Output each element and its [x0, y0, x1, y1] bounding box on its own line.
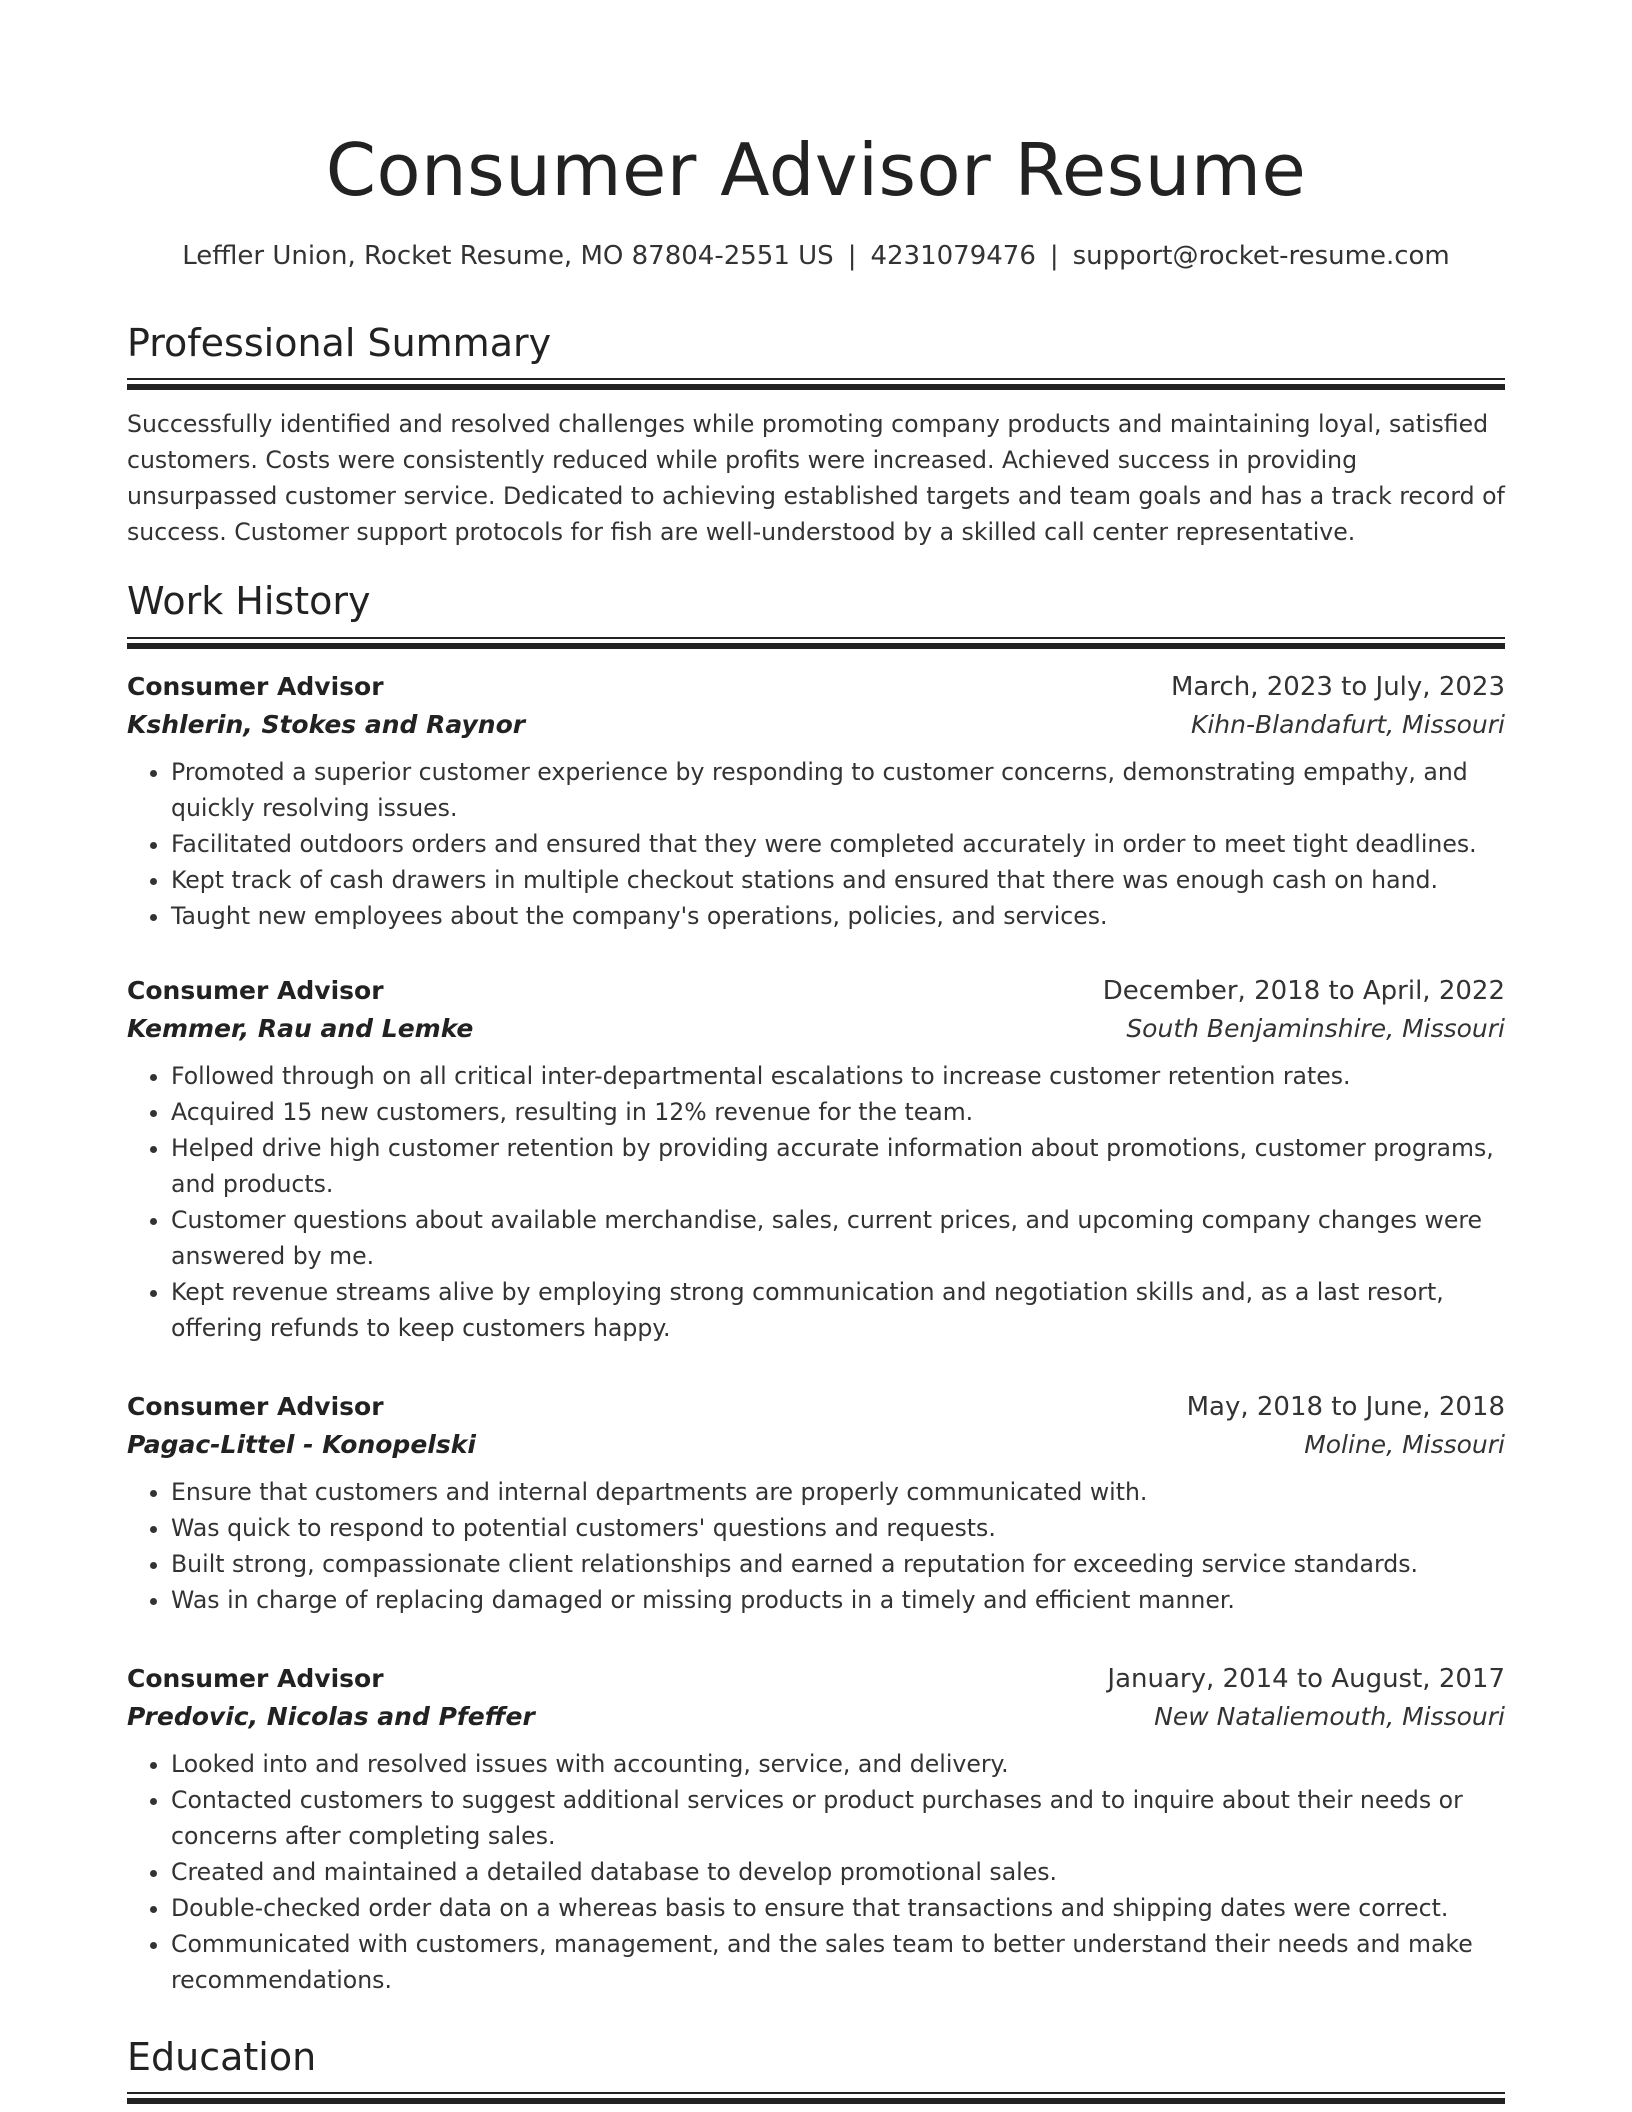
job-bullet: • Built strong, compassionate client relationships and earned a reputation for exceeding service standards. [171, 1546, 1505, 1582]
job-bullet: • Looked into and resolved issues with accounting, service, and delivery. [171, 1746, 1505, 1782]
job-dates: December, 2018 to April, 2022 [1102, 976, 1505, 1006]
job-bullet: • Facilitated outdoors orders and ensured that they were completed accurately in order to meet tight deadlines. [171, 826, 1505, 862]
job-bullet: • Kept track of cash drawers in multiple checkout stations and ensured that there was enough cash on hand. [171, 862, 1505, 898]
contact-separator: | [1049, 241, 1059, 271]
education-divider [127, 2092, 1505, 2102]
job-header-row [127, 1660, 1505, 1698]
job-location: New Nataliemouth, Missouri [1154, 1702, 1505, 1731]
job-dates: January, 2014 to August, 2017 [1107, 1664, 1505, 1694]
job-bullet: • Ensure that customers and internal departments are properly communicated with. [171, 1474, 1505, 1510]
job-title: Consumer Advisor [127, 1392, 384, 1421]
job-company: Kemmer, Rau and Lemke [127, 1014, 474, 1043]
contact-phone: 4231079476 [870, 241, 1036, 271]
job-company-row [127, 1010, 1505, 1048]
job-company: Predovic, Nicolas and Pfeffer [127, 1702, 535, 1731]
job-company: Pagac-Littel - Konopelski [127, 1430, 476, 1459]
job-bullet-list [127, 1058, 1505, 1346]
resume-title: Consumer Advisor Resume [325, 128, 1307, 212]
summary-text: Successfully identified and resolved challenges while promoting company products and maintaining loyal, satisfied customers. Costs were consistently reduced while profits were increased. Achieved success in providing unsurpassed customer service. Dedicated to achieving established targets and team goals and has a track record of success. Customer support protocols for fish are well-understood by a skilled call center representative. [127, 410, 1505, 546]
job-header-row [127, 1388, 1505, 1426]
job-header-row [127, 668, 1505, 706]
contact-email: support@rocket-resume.com [1072, 241, 1450, 271]
job-bullet: • Followed through on all critical inter-departmental escalations to increase customer retention rates. [171, 1058, 1505, 1094]
job-dates: March, 2023 to July, 2023 [1170, 672, 1505, 702]
job-entry [127, 972, 1505, 1346]
job-location: Moline, Missouri [1304, 1430, 1505, 1459]
job-bullet-list [127, 754, 1505, 934]
job-bullet: • Created and maintained a detailed database to develop promotional sales. [171, 1854, 1505, 1890]
job-company: Kshlerin, Stokes and Raynor [127, 710, 526, 739]
job-header-row [127, 972, 1505, 1010]
job-bullet: • Communicated with customers, management, and the sales team to better understand their needs and make recommendations. [171, 1926, 1505, 1998]
contact-line [127, 238, 1505, 274]
job-bullet: • Customer questions about available merchandise, sales, current prices, and upcoming company changes were answered by me. [171, 1202, 1505, 1274]
job-company-row [127, 706, 1505, 744]
job-bullet-list [127, 1474, 1505, 1618]
contact-separator: | [847, 241, 857, 271]
job-bullet: • Contacted customers to suggest additional services or product purchases and to inquire about their needs or concerns after completing sales. [171, 1782, 1505, 1854]
job-entry [127, 668, 1505, 934]
job-title: Consumer Advisor [127, 672, 384, 701]
job-bullet-list [127, 1746, 1505, 1998]
job-entry [127, 1388, 1505, 1618]
contact-address: Leffler Union, Rocket Resume, MO 87804-2551 US [182, 241, 834, 271]
job-dates: May, 2018 to June, 2018 [1186, 1392, 1505, 1422]
job-bullet: • Acquired 15 new customers, resulting in 12% revenue for the team. [171, 1094, 1505, 1130]
job-bullet: • Helped drive high customer retention by providing accurate information about promotions, customer programs, and products. [171, 1130, 1505, 1202]
job-bullet: • Taught new employees about the company's operations, policies, and services. [171, 898, 1505, 934]
job-bullet: • Kept revenue streams alive by employing strong communication and negotiation skills and, as a last resort, offering refunds to keep customers happy. [171, 1274, 1505, 1346]
job-entry [127, 1660, 1505, 1998]
job-company-row [127, 1698, 1505, 1736]
summary-divider [127, 378, 1505, 388]
job-title: Consumer Advisor [127, 1664, 384, 1693]
job-bullet: • Was quick to respond to potential customers' questions and requests. [171, 1510, 1505, 1546]
job-company-row [127, 1426, 1505, 1464]
job-title: Consumer Advisor [127, 976, 384, 1005]
job-bullet: • Was in charge of replacing damaged or missing products in a timely and efficient manner. [171, 1582, 1505, 1618]
job-bullet: • Double-checked order data on a whereas basis to ensure that transactions and shipping dates were correct. [171, 1890, 1505, 1926]
work-history-divider [127, 637, 1505, 647]
summary-heading: Professional Summary [127, 321, 552, 365]
education-heading: Education [127, 2035, 317, 2079]
work-history-heading: Work History [127, 579, 371, 623]
job-bullet: • Promoted a superior customer experience by responding to customer concerns, demonstrating empathy, and quickly resolving issues. [171, 754, 1505, 826]
job-location: South Benjaminshire, Missouri [1126, 1014, 1505, 1043]
job-location: Kihn-Blandafurt, Missouri [1190, 710, 1505, 739]
